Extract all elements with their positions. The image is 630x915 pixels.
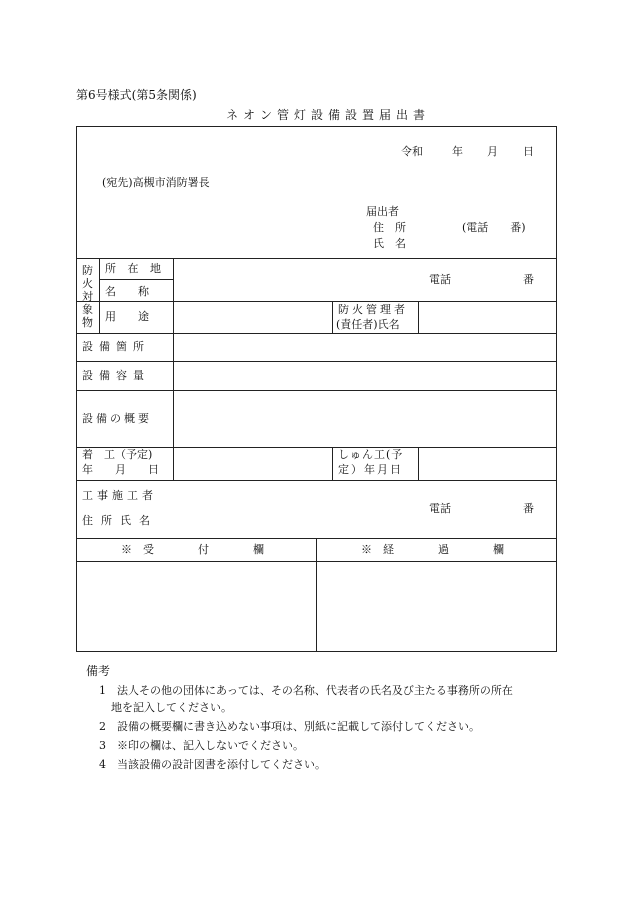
row-divider xyxy=(77,333,556,334)
use-label: 用 途 xyxy=(105,310,149,323)
date-year: 年 xyxy=(452,145,463,158)
note-item: 4 当該設備の設計図書を添付してください。 xyxy=(99,758,326,771)
completion-date-label-2: 定）年月日 xyxy=(338,463,403,476)
note-item: 1 法人その他の団体にあっては、その名称、代表者の氏名及び主たる事務所の所在 xyxy=(99,684,513,697)
date-day: 日 xyxy=(523,145,534,158)
form-title: ネオン管灯設備設置届出書 xyxy=(226,108,431,122)
notifier-name-label: 氏 名 xyxy=(373,237,406,250)
row-divider xyxy=(77,390,556,391)
note-item: 地を記入してください。 xyxy=(111,701,232,714)
fire-manager-label: 防火管理者 xyxy=(338,303,408,316)
row-divider xyxy=(77,301,556,302)
date-era: 令和 xyxy=(401,145,423,158)
form-number: 第6号様式(第5条関係) xyxy=(76,88,197,102)
notifier-label: 届出者 xyxy=(366,205,399,218)
note-item: 3 ※印の欄は、記入しないでください。 xyxy=(99,739,304,752)
row-divider xyxy=(99,279,174,280)
start-date-label-2: 年 月 日 xyxy=(82,463,159,476)
row-divider xyxy=(77,258,556,259)
col-divider xyxy=(418,447,419,480)
row-divider xyxy=(77,480,556,481)
row-divider xyxy=(77,361,556,362)
notification-form-table xyxy=(76,126,557,652)
object-phone-suffix: 番 xyxy=(523,273,534,286)
col-divider xyxy=(99,258,100,333)
contractor-phone-suffix: 番 xyxy=(523,502,534,515)
start-date-label: 着 工（予定) xyxy=(82,448,153,461)
contractor-address-name-label: 住所氏名 xyxy=(82,514,158,527)
col-divider xyxy=(316,538,317,651)
col-divider xyxy=(332,301,333,333)
contractor-label: 工事施工者 xyxy=(82,489,157,502)
note-item: 2 設備の概要欄に書き込めない事項は、別紙に記載して添付してください。 xyxy=(99,720,480,733)
col-divider xyxy=(332,447,333,480)
object-phone-label: 電話 xyxy=(429,273,451,286)
location-label: 所 在 地 xyxy=(105,262,165,275)
fire-manager-label-2: (責任者)氏名 xyxy=(336,318,400,331)
equipment-location-label: 設備箇所 xyxy=(82,340,150,353)
notes-heading: 備考 xyxy=(86,664,111,678)
progress-column-label: ※ 経 過 欄 xyxy=(361,543,504,556)
col-divider xyxy=(173,258,174,480)
col-divider xyxy=(418,301,419,333)
equipment-overview-label: 設備の概要 xyxy=(82,412,152,425)
reception-column-label: ※ 受 付 欄 xyxy=(121,543,264,556)
name-label: 名 称 xyxy=(105,285,149,298)
date-month: 月 xyxy=(487,145,498,158)
fire-object-vertical-label: 防 火 対 象 物 xyxy=(82,264,93,329)
addressee: (宛先)高槻市消防署長 xyxy=(102,176,210,189)
completion-date-label: しゅん工(予 xyxy=(338,448,404,461)
contractor-phone-label: 電話 xyxy=(429,502,451,515)
notifier-address-label: 住 所 xyxy=(373,221,406,234)
equipment-capacity-label: 設備容量 xyxy=(82,369,150,382)
notifier-phone: (電話 番) xyxy=(462,221,526,234)
